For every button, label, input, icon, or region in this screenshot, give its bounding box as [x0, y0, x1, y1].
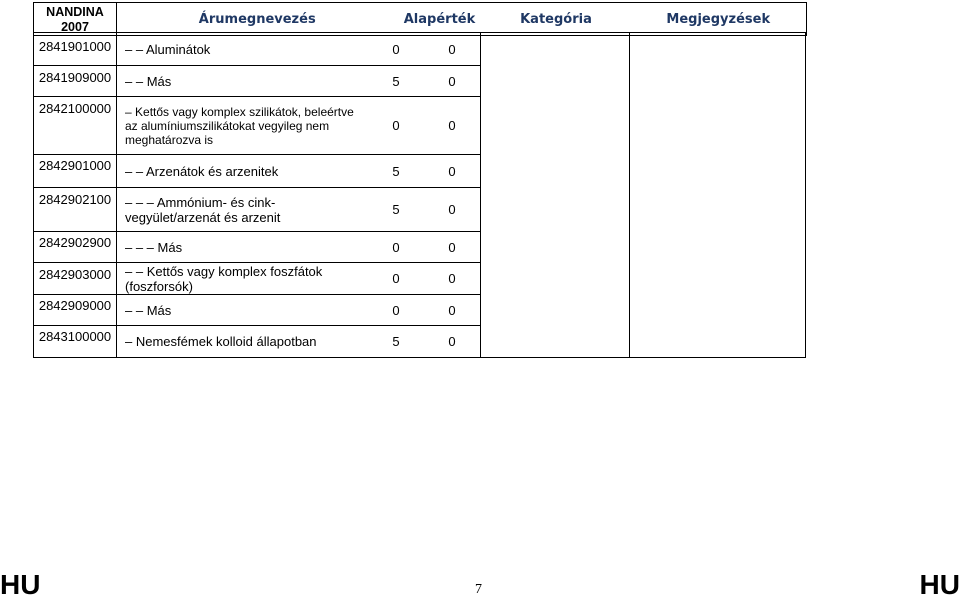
row-desc-cell — [117, 295, 481, 326]
row-code: 2843100000 — [34, 326, 117, 358]
row-dash: – – — [125, 263, 144, 279]
row-desc — [117, 164, 368, 179]
row-dash: – — [125, 104, 132, 119]
footer-country-left: HU — [0, 569, 41, 600]
row-desc-cell — [117, 66, 481, 97]
row-desc-text: Nemesfémek kolloid állapotban — [135, 334, 317, 349]
row-dash: – – — [125, 163, 144, 179]
row-desc — [117, 264, 368, 294]
row-code: 2842909000 — [34, 295, 117, 326]
category-column-blank — [481, 33, 630, 358]
header-category: Kategória — [482, 3, 631, 36]
header-code-line2: 2007 — [61, 20, 89, 34]
tariff-body — [33, 32, 806, 358]
row-code: 2842902100 — [34, 188, 117, 232]
row-code: 2841909000 — [34, 66, 117, 97]
row-base: 5 — [392, 334, 400, 349]
row-dash: – – — [125, 41, 144, 57]
row-desc-cell — [117, 155, 481, 188]
row-base: 0 — [392, 118, 400, 133]
row-category: 0 — [448, 118, 456, 133]
row-dash: – – — [125, 302, 144, 318]
row-code: 2841901000 — [34, 33, 117, 66]
row-category: 0 — [448, 302, 456, 318]
row-desc-text: Ammónium- és cink-vegyület/arzenát és arzenit — [125, 194, 281, 225]
row-desc-cell — [117, 188, 481, 232]
table-header-row — [34, 3, 807, 36]
row-category: 0 — [448, 202, 456, 217]
row-desc-cell — [117, 97, 481, 155]
footer-country-right: HU — [919, 569, 960, 600]
row-category: 0 — [448, 334, 456, 349]
row-desc — [117, 240, 368, 255]
row-dash: – – – — [125, 239, 154, 255]
row-desc-text: Arzenátok és arzenitek — [145, 163, 279, 179]
row-desc-text: Kettős vagy komplex szilikátok, beleértve az alumíniumszilikátokat vegyileg nem meghatározva is — [125, 104, 354, 147]
row-desc-cell — [117, 33, 481, 66]
tariff-table — [33, 2, 807, 36]
row-desc-text: Kettős vagy komplex foszfátok (foszforsók) — [125, 263, 323, 294]
row-desc-text: Más — [146, 302, 172, 318]
row-desc-text: Más — [157, 239, 183, 255]
row-desc-cell — [117, 263, 481, 295]
header-code — [34, 3, 117, 36]
row-desc — [117, 334, 368, 349]
row-category: 0 — [448, 73, 456, 89]
row-desc-cell — [117, 232, 481, 263]
row-code: 2842901000 — [34, 155, 117, 188]
row-dash: – – — [125, 73, 144, 89]
row-category: 0 — [448, 163, 456, 179]
header-name: Árumegnevezés — [117, 3, 398, 36]
row-category: 0 — [448, 41, 456, 57]
row-dash: – – – — [125, 194, 154, 210]
row-base: 0 — [392, 271, 400, 286]
notes-column — [630, 33, 806, 358]
row-desc — [117, 105, 368, 147]
row-base: 5 — [392, 163, 400, 179]
table-row — [34, 33, 806, 66]
row-desc — [117, 303, 368, 318]
row-dash: – — [125, 334, 133, 349]
header-notes: Megjegyzések — [631, 3, 807, 36]
row-desc-cell — [117, 326, 481, 358]
header-base: Alapérték — [398, 3, 482, 36]
row-base: 5 — [392, 202, 400, 217]
row-desc — [117, 195, 368, 225]
row-base: 0 — [392, 302, 400, 318]
row-desc-text: Más — [146, 73, 172, 89]
row-base: 0 — [392, 239, 400, 255]
row-category: 0 — [448, 271, 456, 286]
row-base: 0 — [392, 41, 400, 57]
row-code: 2842100000 — [34, 97, 117, 155]
row-desc — [117, 42, 368, 57]
row-desc-text: Aluminátok — [145, 41, 211, 57]
row-desc — [117, 74, 368, 89]
row-code: 2842902900 — [34, 232, 117, 263]
footer-page-number: 7 — [475, 582, 482, 597]
row-base: 5 — [392, 73, 400, 89]
header-code-line1: NANDINA — [46, 5, 104, 19]
row-code: 2842903000 — [34, 263, 117, 295]
row-category: 0 — [448, 239, 456, 255]
